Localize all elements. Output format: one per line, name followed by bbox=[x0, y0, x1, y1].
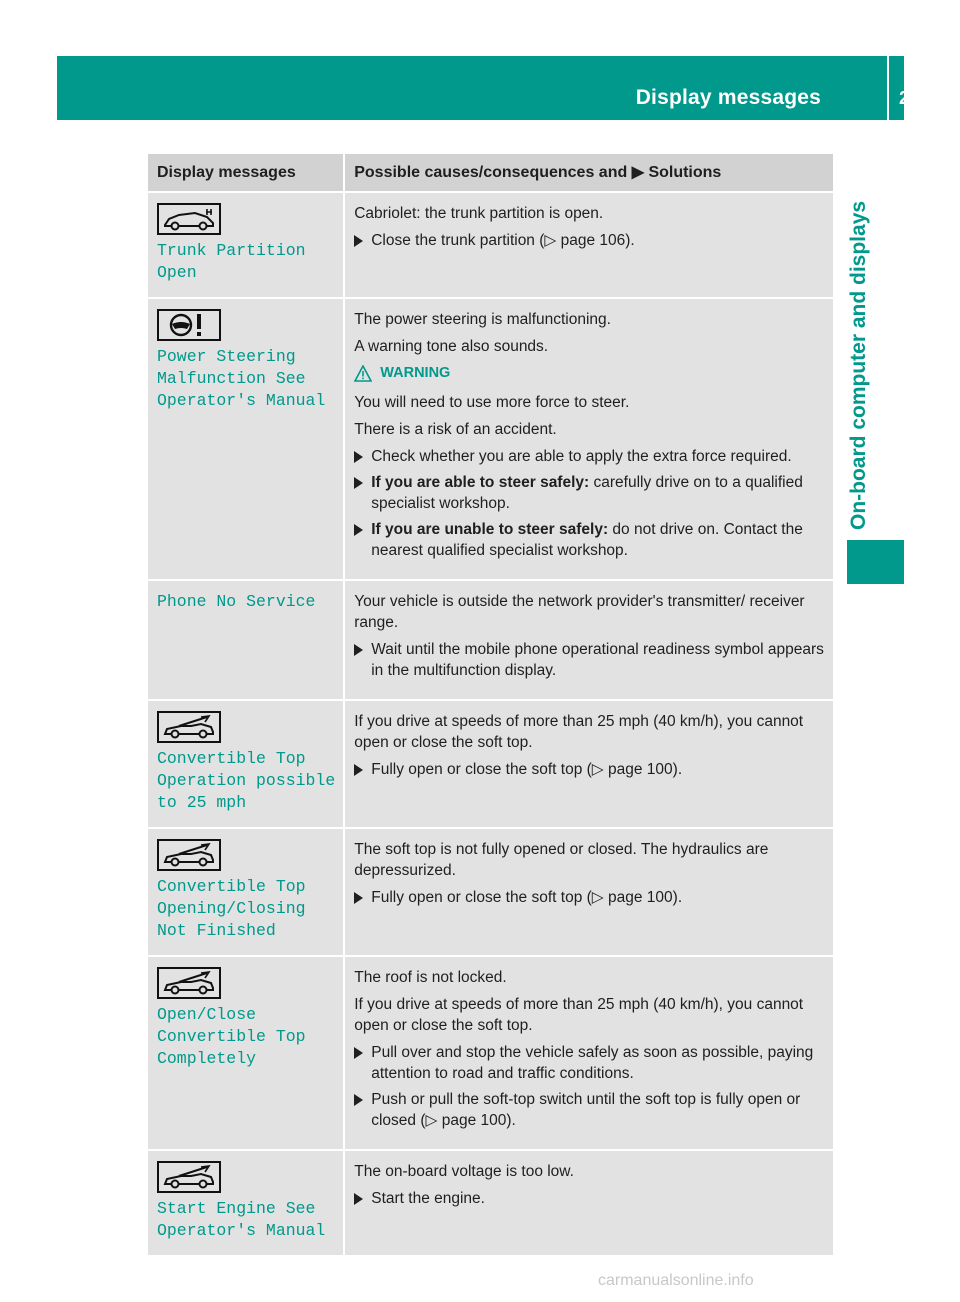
message-cell bbox=[148, 955, 345, 1149]
message-line: Operator's Manual bbox=[157, 1221, 326, 1240]
cause-text: The soft top is not fully opened or closed. The hydraulics are depressurized. bbox=[354, 841, 769, 879]
convertible-top-icon bbox=[157, 1161, 335, 1195]
solution-step bbox=[354, 887, 825, 908]
bullet-arrow-icon bbox=[354, 1094, 363, 1106]
cause-text: If you drive at speeds of more than 25 mph (40 km/h), you cannot open or close the soft top. bbox=[354, 996, 804, 1034]
solution-cell bbox=[345, 1149, 833, 1255]
warning-label: WARNING bbox=[380, 365, 451, 381]
page-header bbox=[57, 56, 930, 120]
table-row bbox=[148, 699, 833, 827]
solution-step bbox=[354, 230, 825, 251]
message-line: Open/Close bbox=[157, 1005, 257, 1024]
message-line: Trunk Partition bbox=[157, 241, 306, 260]
solution-cell bbox=[345, 297, 833, 579]
message-line: Operator's Manual bbox=[157, 391, 326, 410]
side-tab-marker bbox=[847, 540, 904, 584]
message-line: to 25 mph bbox=[157, 793, 247, 812]
side-tab-label: On-board computer and displays bbox=[847, 200, 870, 530]
message-cell bbox=[148, 579, 345, 699]
col2-header-text: Possible causes/consequences and ▶ Solutions bbox=[354, 164, 722, 181]
message-cell bbox=[148, 297, 345, 579]
bullet-arrow-icon bbox=[354, 451, 363, 463]
message-text bbox=[157, 1004, 335, 1070]
message-line: Phone No Service bbox=[157, 592, 316, 611]
header-divider bbox=[887, 56, 889, 120]
solution-step bbox=[354, 446, 825, 467]
step-condition: If you are able to steer safely: bbox=[371, 474, 590, 491]
solution-step bbox=[354, 472, 825, 514]
cause-text: The power steering is malfunctioning. bbox=[354, 311, 611, 328]
solution-step bbox=[354, 519, 825, 561]
message-text bbox=[157, 748, 335, 814]
message-text bbox=[157, 876, 335, 942]
convertible-top-icon bbox=[157, 839, 335, 873]
step-text: Wait until the mobile phone operational readiness symbol appears in the multifunction display. bbox=[371, 641, 824, 679]
table-row bbox=[148, 297, 833, 579]
message-text bbox=[157, 1198, 335, 1242]
message-cell bbox=[148, 699, 345, 827]
solution-step bbox=[354, 1089, 825, 1131]
message-line: Completely bbox=[157, 1049, 257, 1068]
bullet-arrow-icon bbox=[354, 524, 363, 536]
message-line: Power Steering bbox=[157, 347, 296, 366]
message-line: Convertible Top bbox=[157, 1027, 306, 1046]
page-title: Display messages bbox=[635, 86, 821, 109]
message-line: Convertible Top bbox=[157, 877, 306, 896]
message-text bbox=[157, 240, 335, 284]
step-text: Push or pull the soft-top switch until the soft top is fully open or closed (▷ page 100). bbox=[371, 1091, 801, 1129]
table-row bbox=[148, 827, 833, 955]
bullet-arrow-icon bbox=[354, 764, 363, 776]
bullet-arrow-icon bbox=[354, 1047, 363, 1059]
cause-text: Your vehicle is outside the network provider's transmitter/ receiver range. bbox=[354, 593, 805, 631]
message-line: Not Finished bbox=[157, 921, 276, 940]
bullet-arrow-icon bbox=[354, 477, 363, 489]
table-row bbox=[148, 579, 833, 699]
cause-text: A warning tone also sounds. bbox=[354, 338, 549, 355]
step-text: carefully drive on to a qualified specialist workshop. bbox=[371, 474, 803, 512]
message-line: Convertible Top bbox=[157, 749, 306, 768]
step-text: Close the trunk partition (▷ page 106). bbox=[371, 232, 635, 249]
solution-step bbox=[354, 1188, 825, 1209]
convertible-top-icon bbox=[157, 967, 335, 1001]
solution-step bbox=[354, 639, 825, 681]
step-condition: If you are unable to steer safely: bbox=[371, 521, 609, 538]
solution-cell bbox=[345, 699, 833, 827]
cause-text: The on-board voltage is too low. bbox=[354, 1163, 574, 1180]
step-text: Fully open or close the soft top (▷ page 100). bbox=[371, 889, 683, 906]
side-tab bbox=[847, 170, 883, 530]
solution-step bbox=[354, 1042, 825, 1084]
solution-step bbox=[354, 759, 825, 780]
convertible-trunk-icon bbox=[157, 203, 335, 237]
message-text bbox=[157, 346, 335, 412]
page-number: 273 bbox=[899, 88, 930, 108]
warning-triangle-icon bbox=[354, 365, 372, 382]
col1-header: Display messages bbox=[148, 154, 345, 191]
step-text: Fully open or close the soft top (▷ page 100). bbox=[371, 761, 683, 778]
col2-header bbox=[345, 154, 833, 191]
table-row bbox=[148, 191, 833, 297]
warning-heading bbox=[354, 363, 825, 384]
table-header-row bbox=[148, 154, 833, 191]
steering-wheel-warning-icon bbox=[157, 309, 335, 343]
table-row bbox=[148, 1149, 833, 1255]
cause-text: The roof is not locked. bbox=[354, 969, 507, 986]
warning-text: There is a risk of an accident. bbox=[354, 421, 557, 438]
solution-cell bbox=[345, 191, 833, 297]
bullet-arrow-icon bbox=[354, 1193, 363, 1205]
solution-cell bbox=[345, 827, 833, 955]
bullet-arrow-icon bbox=[354, 644, 363, 656]
warning-text: You will need to use more force to steer. bbox=[354, 394, 630, 411]
display-messages-table bbox=[148, 154, 833, 1255]
step-text: Pull over and stop the vehicle safely as soon as possible, paying attention to road and traffic conditions. bbox=[371, 1044, 814, 1082]
bullet-arrow-icon bbox=[354, 235, 363, 247]
message-line: Operation possible bbox=[157, 771, 336, 790]
message-line: Start Engine See bbox=[157, 1199, 316, 1218]
step-text: do not drive on. Contact the nearest qualified specialist workshop. bbox=[371, 521, 803, 559]
message-line: Malfunction See bbox=[157, 369, 306, 388]
solution-cell bbox=[345, 579, 833, 699]
cause-text: Cabriolet: the trunk partition is open. bbox=[354, 205, 604, 222]
step-text: Check whether you are able to apply the extra force required. bbox=[371, 448, 792, 465]
message-line: Open bbox=[157, 263, 197, 282]
cause-text: If you drive at speeds of more than 25 mph (40 km/h), you cannot open or close the soft top. bbox=[354, 713, 804, 751]
solution-cell bbox=[345, 955, 833, 1149]
message-line: Opening/Closing bbox=[157, 899, 306, 918]
message-cell bbox=[148, 827, 345, 955]
step-text: Start the engine. bbox=[371, 1190, 485, 1207]
message-cell bbox=[148, 1149, 345, 1255]
message-text bbox=[157, 591, 335, 613]
message-cell bbox=[148, 191, 345, 297]
table-row bbox=[148, 955, 833, 1149]
convertible-top-icon bbox=[157, 711, 335, 745]
bullet-arrow-icon bbox=[354, 892, 363, 904]
watermark: carmanualsonline.info bbox=[598, 1272, 754, 1289]
